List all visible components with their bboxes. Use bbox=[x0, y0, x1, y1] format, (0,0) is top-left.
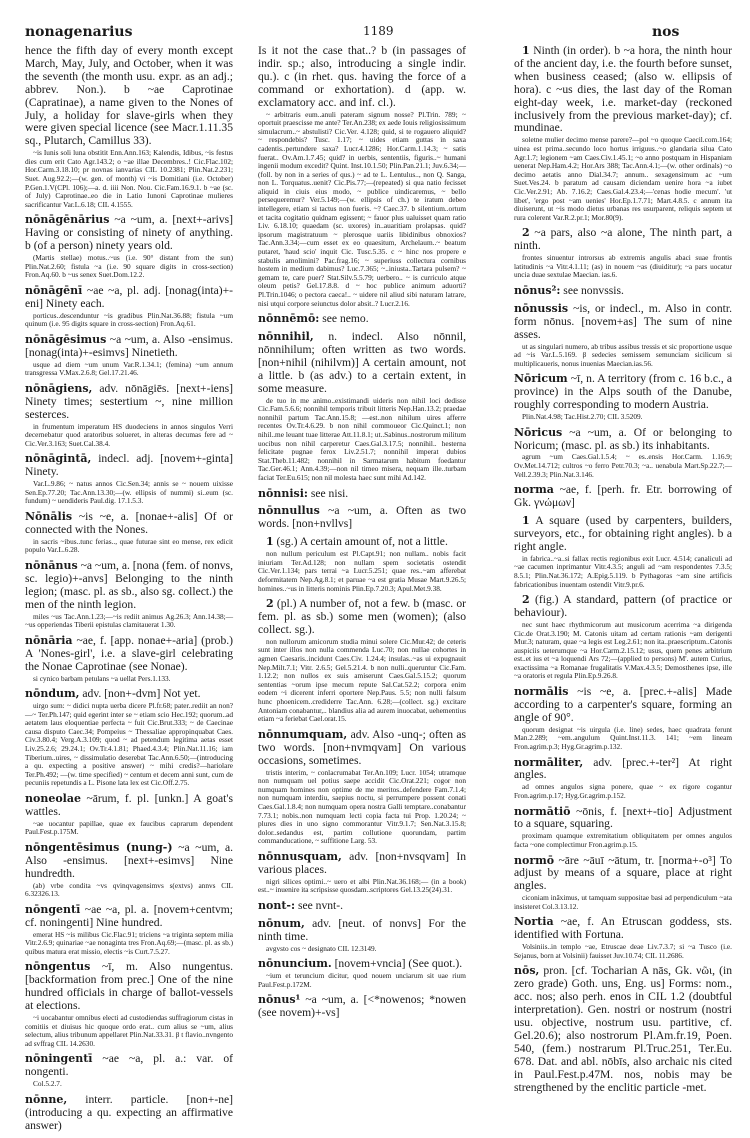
entry-definition bbox=[514, 515, 732, 554]
entry-definition bbox=[514, 916, 732, 942]
entry-definition bbox=[25, 904, 233, 930]
dictionary-entry bbox=[25, 961, 233, 1048]
dictionary-entry bbox=[25, 45, 233, 209]
entry-definition bbox=[258, 900, 466, 913]
definition-text: adv. Also -unq-; often as two words. [non+nvmqvam] On various occasions, sometimes. bbox=[258, 727, 466, 767]
definition-text: (fig.) A standard, pattern (of practice or behaviour). bbox=[514, 593, 732, 619]
dictionary-entry bbox=[514, 373, 732, 421]
entry-definition bbox=[258, 536, 466, 549]
running-head-right: nos bbox=[652, 24, 680, 40]
definition-text: adv. [neut. of nonvs] For the ninth time. bbox=[258, 916, 466, 943]
headword: nōnānus bbox=[25, 559, 78, 572]
dictionary-entry bbox=[25, 842, 233, 899]
definition-text: ~ae, f. [perh. fr. Etr. borrowing of Gk. γνώμων] bbox=[514, 483, 732, 510]
dictionary-entry bbox=[258, 900, 466, 913]
dictionary-entry bbox=[25, 453, 233, 506]
definition-text: ~āre ~āuī ~ātum, tr. [norma+-o³] To adjust by means of a square, place at right angles. bbox=[514, 853, 732, 893]
running-head-left: nonagenarius bbox=[25, 24, 133, 40]
definition-text: adv. [non+nvsqvam] In various places. bbox=[258, 849, 466, 876]
entry-definition bbox=[25, 453, 233, 479]
entry-definition bbox=[25, 285, 233, 311]
dictionary-entry bbox=[258, 488, 466, 501]
definition-text: ~a ~um, a. Also -ensimus. [next+-esimvs] Nine hundredth. bbox=[25, 840, 233, 880]
entry-definition bbox=[25, 842, 233, 881]
dictionary-entry bbox=[258, 729, 466, 846]
citations: emerat HS ~is milibus Cic.Flac.91; triciens ~a triginta septem milia Vitr.2.6.9; quinariae ~ae nonaginta tres Fron.Aq.69;—(masc. pl. as sb.) quibus matura erat missio, electis ~is Curt.7.5.27. bbox=[25, 929, 233, 956]
dictionary-entry bbox=[25, 904, 233, 957]
dictionary-entry bbox=[514, 686, 732, 752]
entry-definition bbox=[25, 383, 233, 422]
column-3 bbox=[514, 45, 732, 1100]
citations: in frumentum imperatum HS duodeciens in annos singulos Verri decernebatur quod aratoribus solueret, in alteras decumas fere ad ~ Cic.Ver.3.163; Suet.Cal.38.4. bbox=[25, 421, 233, 448]
definition-text: ~a ~um, a. Often as two words. [non+nvllvs] bbox=[258, 504, 466, 531]
headword: Nortia bbox=[514, 915, 554, 929]
headword: 1 bbox=[522, 44, 530, 57]
definition-text: (sg.) A certain amount of, not a little. bbox=[273, 535, 448, 549]
dictionary-entry bbox=[514, 806, 732, 850]
dictionary-entry bbox=[258, 331, 466, 482]
headword: nōnāgēsimus bbox=[25, 332, 107, 346]
entry-definition bbox=[514, 965, 732, 1094]
dictionary-entry bbox=[25, 688, 233, 788]
headword: Nōnālis bbox=[25, 510, 73, 523]
entry-definition bbox=[514, 285, 732, 298]
definition-text: ~ae ~a, pl. a.: var. of nongenti. bbox=[25, 1052, 233, 1079]
definition-text: ~ae ~a, pl. adj. [nonag(inta)+-eni] Ninety each. bbox=[25, 283, 233, 310]
headword: nōnuncium. bbox=[258, 957, 332, 971]
citations: de tuo in me animo..existimandi uideris non nihil loci dedisse Cic.Fam.5.6.6; nonnihil temporis tribuit litteris Nep.Han.13.2; praedae nonnihil partum Tac.Ann.15.8; —est..non nihilum uires afferre recentes Ov.Tr.4.6.29. b non nihil commoueor Cic.Quinct.1; non nihil..me leuant tuae litterae Att.11.8.1; ut..Sabinus..nostrorum militum uocibus non nihil carperetur Caes.Gal.3.17.5; nonnihil.. hesterna felicitate pugnae ferox Liv.2.51.7; nonnihil imperat dubios Stat.Theb.11.482; nonnihil in Sarmatarum habitum foedantur Tac.Ger.46.1; Ann.4.39;—non nil timeo misera, nequam ille..turbam faciat Ter.Eu.615; non nil molesta haec sunt mihi Ad.142. bbox=[258, 395, 466, 482]
definition-text: [novem+vncia] (See quot.). bbox=[331, 957, 463, 971]
definition-text: see nonvssis. bbox=[560, 283, 624, 297]
dictionary-entry bbox=[514, 515, 732, 589]
entry-definition bbox=[258, 851, 466, 877]
citations: Col.5.2.7. bbox=[33, 1079, 62, 1089]
definition-text: interr. particle. [non+-ne] (introducing a qu. expecting an affirmative answer) bbox=[25, 1092, 233, 1132]
headword: nōs, bbox=[514, 964, 540, 978]
dictionary-entry bbox=[514, 484, 732, 510]
headword: normālis bbox=[514, 685, 569, 699]
headword: Nōricus bbox=[514, 425, 563, 439]
column-1 bbox=[25, 45, 233, 1138]
headword: nōnussis bbox=[514, 301, 569, 315]
headword: nōnum, bbox=[258, 916, 305, 930]
entry-definition bbox=[258, 505, 466, 531]
headword: nōndum, bbox=[25, 687, 80, 701]
headword: nōnnisi: bbox=[258, 486, 308, 500]
entry-definition bbox=[25, 334, 233, 360]
citations: Var.L.9.86; ~ natus annos Cic.Sen.34; annis se ~ nouem uixisse Sen.Ep.77.20; Tac.Ann.13.30;—(w. ellipsis of nummi) si..eum (sc. fundum) ~ uendideris Paul.dig. 17.1.5.3. bbox=[25, 479, 233, 506]
dictionary-entry bbox=[514, 855, 732, 912]
entry-definition bbox=[258, 994, 466, 1020]
entry-definition bbox=[25, 1094, 233, 1133]
citations: proximam quamque extremitatium obliquitatem per omnes angulos facta ~one complectimur Fron.agrim.p.15. bbox=[514, 831, 732, 849]
headword: nōngentēsimus (nung-) bbox=[25, 840, 173, 854]
citations: ~i uocabantur omnibus electi ad custodiendas suffragiorum cistas in comitiis et diuisus hic quoque ordo erat.. cum alius se ~um, alius selectum, alius tribunum appellaret Plin.Nat.33.31. β t flavio..nvngento ad svffrag CIL 14.2630. bbox=[25, 1013, 233, 1048]
entry-definition bbox=[25, 511, 233, 537]
headword: 1 bbox=[522, 514, 530, 527]
definition-text: see nisi. bbox=[307, 486, 349, 500]
definition-text: ~is ~e, a. [nonae+-alis] Of or connected with the Nones. bbox=[25, 510, 233, 536]
citations: non nullorum amicorum studia minui solere Cic.Mur.42; de ceteris sunt inter illos non nulla commenda Luc.70; non nullae cohortes in agmen Caesaris..incidunt Caes.Civ. 1.24.4; insulas..~as ui expugnauit Nep.Milt.7.1; Vitr. 2.6.5; Gel.5.21.4. b non nulli..queruntur Cic.Fam. 1.12.2; non nullos ex suis amiserunt Caes.Gal.5.15.2; quorum sententias ~orum ipse mecum repute Sal.Cat.52.2; corpora enim eodem ~i dicerent inferri oportere Nep.Paus. 5.5; non nulli falsum hunc phoenicem..crediderre Tac.Ann. 6.28;—(collect. sg.) excitare Antoniam conabantur,.. blandius alia ad aurem inuocabat, uehementius etiam ~a feriebat Cael.orat.15. bbox=[258, 636, 466, 724]
entry-definition bbox=[514, 45, 732, 135]
headword: nōnāgēnārius bbox=[25, 213, 110, 227]
definition-text: adv. [prec.+-ter²] At right angles. bbox=[514, 755, 732, 782]
citations: ~ae uocantur papillae, quae ex faucibus caprarum dependent Paul.Fest.p.175M. bbox=[25, 818, 233, 837]
citations: ad omnes angulos signa ponere, quae ~ ex rigore cogantur Fron.agrim.p.17; Hyg.Gr.agrim.p.152. bbox=[514, 782, 732, 800]
definition-text: ~ae, f. An Etruscan goddess, sts. identified with Fortuna. bbox=[514, 915, 732, 942]
definition-text: (pl.) A number of, not a few. b (masc. or fem. pl. as sb.) some men (women); (also collect. sg.). bbox=[258, 597, 466, 636]
dictionary-entry bbox=[25, 635, 233, 683]
citations: tristis interim, ~ conlacrumabat Ter.An.109; Lucr. 1054; utramque non numquam uel potius saepe accidit Cic.Orat.221; cogor non numquam homines non optime de me meritos..defendere Fam.7.1.4; non numquam interdiu, saepius noctu, si perrumpere possent conati Caes.Gal.1.8.4; non numquam opera nostra Galli temptare..conabantur 7.73.1; nobis..non numquam lecti copia facta tui Prop. 1.20.24; ~ plures dies in uno signo commorantur Vitr.9.1.7; Sen.Nat.3.15.8; dolor..sedandus est, partim collutione quorundam, partim commanducatione, ~ suffitione Larg. 53. bbox=[258, 767, 466, 846]
entry-definition bbox=[258, 958, 466, 971]
dictionary-entry bbox=[258, 505, 466, 531]
dictionary-entry bbox=[25, 334, 233, 378]
entry-definition bbox=[25, 214, 233, 253]
entry-definition bbox=[25, 560, 233, 612]
entry-definition bbox=[514, 427, 732, 453]
entry-definition bbox=[258, 729, 466, 768]
headword: nōnnumquam, bbox=[258, 727, 348, 741]
definition-text: indecl. adj. [novem+-ginta] Ninety. bbox=[25, 452, 233, 479]
headword: 2 bbox=[522, 593, 530, 607]
headword: nōnnusquam, bbox=[258, 849, 342, 863]
headword: nōnne, bbox=[25, 1092, 68, 1106]
citations: nec sunt haec rhythmicorum aut musicorum acerrima ~a dirigenda Cic.de Orat.3.190; M. Catonis uitam ad certam rationis ~am derigenti Mur.3; naturam, quae ~a legis est Leg.2.61; non ita..praescriptum..Catonis auspiciis ueterumque ~a Hor.Carm.2.15.12; usus, quem penes arbitrium est..et ius et ~a loquendi Ars 72;—(applied to persons) M'. autem Curius, exactissima ~a Romanae frugalitatis V.Max.4.3.5; Demosthenes ipse, ille ~a oratoris et regula Plin.Ep.9.26.8. bbox=[514, 619, 732, 681]
citations: miles ~us Tac.Ann.1.23;—~is rediit animus Ag.26.3; Ann.14.38;—~us opperiendas Tiberii epistulas clamitauerat 1.30. bbox=[25, 611, 233, 630]
entry-definition bbox=[514, 806, 732, 832]
definition-text: Ninth (in order). b ~a hora, the ninth hour of the ancient day, i.e. the fourth before sunset, when business ceased; (also w. ellipsis of hora). c ~us dies, the last day of the Roman eight-day week, i.e. market-day (reckoned inclusively from the previous market-day); cf. mundinae. bbox=[514, 44, 732, 135]
dictionary-entry bbox=[25, 285, 233, 329]
dictionary-entry bbox=[514, 757, 732, 801]
headword: nōnnihil, bbox=[258, 330, 314, 344]
dictionary-entry bbox=[25, 383, 233, 449]
headword: nōngentus bbox=[25, 960, 91, 974]
entry-definition bbox=[514, 757, 732, 783]
citations: in fabrica..~a..si fallax rectis regionibus exit Lucr. 4.514; canaliculi ad ~ae cacumen inprimantur Vitr.4.3.5; anguli ad ~am respondentes 7.3.5; 8.5.1; Plin.Nat.36.172; A.Epig.5.119. b Pythagoras ~am sine artificis fabricationibus inuentam ostendit Vitr.9.pr.6. bbox=[514, 553, 732, 589]
citations: ~ium et teruncium dicitur, quod nouem unciarum sit uae rium Paul.Fest.p.172M. bbox=[258, 971, 466, 989]
headword: 1 bbox=[266, 535, 274, 549]
definition-text: ~a ~um, a. [<*nowenos; *nowen (see novem)+-vs] bbox=[258, 993, 466, 1020]
dictionary-entry bbox=[258, 313, 466, 326]
dictionary-entry bbox=[25, 214, 233, 280]
entry-definition bbox=[514, 855, 732, 894]
citations: soletne mulier decimo mense parere?—pol ~o quoque Caecil.com.164; uinea est prima..secundo loco hortus irriguus..~o glandaria silua Cato Agr.1.7; legionem ~am Caes.Civ.1.45.1; ~o anno postquam in Hispaniam uenerat Nep.Ham.4.2; Hor.Ars 388; Tac.Ann.4.1;—(w. other ordinals) ~o decimo aetatis anno Dial.34.7; annum.. sexagensimum ac ~um Suet.Ves.24. b paratum ad causam diciendam uenire hora ~a iubet Cic.Ver.2.91; Ab. 7.16.2; Caes.Gal.4.23.4;—'cenas hodie mecum'. 'ut libet', 'ergo post ~am uenies' Hor.Ep.1.7.71; Mart.4.8.5. c annum ita diuiserunt, ut ~is modo dietus urbanas res usurparent, reliquis septem ut rura colerent Var.R.2.pr.1; Mor.80(9). bbox=[514, 135, 732, 222]
dictionary-entry bbox=[258, 536, 466, 593]
citations: uirgo sum: ~ didici nupta uerba dicere Pl.fr.68; pater..rediit an non?—~ Ter.Ph.147; quid egerint inter se ~ etiam scio Hec.192; quorum..ad aetatem laus eloquentiae perfecta ~ fuit Cic.Brut.333; ~ de Caecinae causa disputo Caec.34; Pompeius ~ Thessaliae appropinquabat Caes. Civ.3.80.4; Verg.A.3.109; quod ~ ad petendum legitima aetas esset Liv.25.2.6; 29.24.1; Ov.Tr.4.1.81; Phaed.4.3.4; Plin.Nat.11.16; iam Tiberium..uires, ~ dissimulatio deserebat Tac.Ann.6.50;—(introducing a qu. expecting a positive answer) ~ mihi credis?—hariolare Ter.Ph.492; —(w. time specified) ~ centum et decem anni sunt, cum de pecuniis repetundis a L. Pisone lata lex est Cic.Off.2.75. bbox=[25, 701, 233, 788]
definition-text: n. indecl. Also nōnnil, nōnnihilum; often written as two words. [non+nihil (nihilvm)] A certain amount, not a little. b (as adv.) to a certain extent, in some measure. bbox=[258, 330, 466, 395]
entry-definition bbox=[25, 1053, 233, 1079]
definition-text: ~ī, n. A territory (from c. 16 b.c., a province) in the Alps south of the Danube, roughly corresponding to modern Austria. bbox=[514, 372, 732, 412]
definition-text: see nemo. bbox=[319, 312, 369, 326]
definition-text: hence the fifth day of every month except March, May, July, and October, when it was the seventh (the month usu. expr. as an adj.; abbrev. Non.). b ~ae Caprotinae (Capratinae), a name given to the Nones of July, a holiday for slave-girls when they were given special licence (see Macr.1.11.35 sq., Plutarch, Camillus 33). bbox=[25, 44, 233, 148]
headword: nōngentī bbox=[25, 902, 81, 916]
citations: usque ad diem ~um unum Var.R.1.34.1; (femina) ~um annum transgressa V.Max.2.6.8; Gel.17.21.46. bbox=[25, 359, 233, 378]
citations: in sacris ~ibus..tunc ferias.., quae futurae sint eo mense, rex edicit populo Var.L.6.28. bbox=[25, 536, 233, 555]
entry-definition bbox=[514, 484, 732, 510]
headword: normātiō bbox=[514, 804, 571, 818]
entry-definition bbox=[514, 303, 732, 342]
definition-text: see nvnt-. bbox=[295, 898, 344, 912]
citations: Volsiniis..in templo ~ae, Etruscae deae Liv.7.3.7; si ~a Tusco (i.e. Sejanus, born at Volsinii) fauisset Juv.10.74; CIL 11.2686. bbox=[514, 942, 732, 960]
citations: agrum ~um Caes.Gal.1.5.4; ~ es..ensis Hor.Carm. 1.16.9; Ov.Met.14.712; cultros ~o ferro Petr.70.3; ~a.. uenabula Mart.Sp.22.7;—Vell.2.39.3; Plin.Nat.3.146. bbox=[514, 452, 732, 479]
dictionary-entry bbox=[258, 994, 466, 1020]
entry-definition bbox=[514, 594, 732, 620]
citations: nigri silices optimi..~ uero et albi Plin.Nat.36.168;— (in a book) est..~ inuenire ita scripsisse quosdam..scriptores Gel.13.25(24).31. bbox=[258, 876, 466, 895]
definition-text: adv. nōnāgiēs. [next+-iens] Ninety times; sestertium ~, nine million sesterces. bbox=[25, 381, 233, 421]
entry-definition bbox=[258, 45, 466, 110]
definition-text: ~a ~um, a. [next+-arivs] Having or consisting of ninety of anything. b (of a person) ninety years old. bbox=[25, 213, 233, 253]
dictionary-entry bbox=[514, 965, 732, 1094]
citations: (Martis stellae) motus..~us (i.e. 90° distant from the sun) Plin.Nat.2.60; fistula ~a (i.e. 90 square digits in cross-section) Fron.Aq.60. b ~us senex Suet.Dom.12.2. bbox=[25, 253, 233, 280]
definition-text: ~a ~um, a. Also -ensimus. [nonag(inta)+-esimvs] Ninetieth. bbox=[25, 332, 233, 359]
headword: nōnāgēnī bbox=[25, 283, 83, 297]
citations: ~ arbitraris eum..anuli pateram signum nosse? Pl.Trin. 789; ~ oportuit praescisse me ante? Ter.An.238; ex aede Iouis religiosissimum simulacrum..~ abstulisti? Cic.Ver. 4.128; quid, si te rogauero aliquid? ~ respondebis? Tusc. 1.17; ~ uides etiam guttas in saxa cadentis..pertundere saxa? Lucr.4.1286; Hor.Carm.1.14.3; ~ satis fuerat.. Ov.Am.1.7.45; quid? in uerbis, sententiis, figuris..~ humani ingenii modum excedit? Quint. Inst.10.1.50; Plin.Pan.21.1; Juv.6.34;—(foll. by non in a series of qus.) ~ ad te L. Lentulus.., non Q. Sanga, non L. Torquatus..uenit? Cic.Pis.77;—(repeated) si qua natio fecisset aliquid in ciuis eius modo, ~ publice uindicaremus, ~ bello persequeremur? Ver.5.149;—(w. ellipsis of ch.) te iratum debeo intellegere, etiam si tactus non fueris. ~? Caec.37. b silentium..ortum et tacita cogitatio quidnam egissent; ~ fauor plus ualuisset quam ratio Liv. 6.18.10; quaedam (sc. uxores) in..auaritiam prolapsas. quid? ipsorum magistratuum ~ plerosque uariis libidinibus obnoxios? Tac.Ann.3.34;—cum esset ex eo quaesitum, Archelaum..~ beatum putaret, 'haud scio' inquit Cic. Tusc.5.35. c ~ hinc nos propere e stabulis amolimini? Pac.frag.16; ~ superiuss collectura cornibus hostem in medium dabimus? Luc.7.365; ~..iniusta..Tartara pulsem? ~ gemam te, care puer? Stat.Silv.5.5.79; uerbero.. ~ is curriculo atque oleum petis? Gel.17.8.8. d ~ hoc publice animum aduorti? Pl.Trin.1046; o pectora caeca!.. ~ uidere nil aliud sibi naturam latrare, nisi utqui corpore seiunctus dolor absit..? Lucr.2.16. bbox=[258, 109, 466, 308]
headword: nōnus²: bbox=[514, 283, 561, 297]
definition-text: ~ae ~a, pl. a. [novem+centvm; cf. noningenti] Nine hundred. bbox=[25, 902, 233, 929]
dictionary-entry bbox=[25, 793, 233, 837]
headword: nōnāria bbox=[25, 633, 73, 647]
definition-text: ~ae, f. [app. nonae+-aria] (prob.) A 'Nones-girl', i.e. a slave-girl celebrating the Nonae Caprotinae (see Nonae). bbox=[25, 633, 233, 673]
definition-text: A square (used by carpenters, builders, surveyors, etc., for obtaining right angles). b a right angle. bbox=[514, 514, 732, 553]
headword: normāliter, bbox=[514, 755, 584, 769]
definition-text: ~is, or indecl., m. Also in contr. form nōnus. [novem+as] The sum of nine asses. bbox=[514, 301, 732, 341]
definition-text: ~ōnis, f. [next+-tio] Adjustment to a square, squaring. bbox=[514, 804, 732, 831]
entry-definition bbox=[25, 793, 233, 819]
citations: ciconiam ināximus, ut tamquam suppositae basi ad perpendiculum ~ata insisteret Col.3.13.12. bbox=[514, 893, 732, 911]
entry-definition bbox=[514, 227, 732, 253]
dictionary-entry bbox=[514, 227, 732, 280]
definition-text: adv. [non+-dvm] Not yet. bbox=[79, 687, 201, 701]
dictionary-entry bbox=[25, 560, 233, 630]
headword: nōnnēmō: bbox=[258, 312, 320, 326]
headword: nōnus¹ bbox=[258, 993, 301, 1007]
entry-definition bbox=[25, 635, 233, 674]
entry-definition bbox=[25, 688, 233, 701]
headword: noneolae bbox=[25, 791, 81, 805]
entry-definition bbox=[25, 45, 233, 148]
definition-text: ~a ~um, a. Of or belonging to Noricum; (masc. pl. as sb.) its inhabitants. bbox=[514, 425, 732, 452]
entry-definition bbox=[25, 961, 233, 1013]
dictionary-entry bbox=[25, 1053, 233, 1088]
headword: nont-: bbox=[258, 898, 296, 912]
dictionary-entry bbox=[25, 511, 233, 555]
headword: nōnāgiens, bbox=[25, 381, 93, 395]
entry-definition bbox=[514, 373, 732, 412]
definition-text: ~a ~um, a. [nona (fem. of nonvs, sc. legio)+-anvs] Belonging to the ninth legion; (masc. pl. as sb., also sg. collect.) the men of the ninth legion. bbox=[25, 559, 233, 611]
headword: nōningentī bbox=[25, 1052, 93, 1066]
dictionary-entry bbox=[514, 303, 732, 369]
entry-definition bbox=[258, 488, 466, 501]
dictionary-entry bbox=[514, 427, 732, 480]
headword: 2 bbox=[266, 597, 274, 611]
definition-text: Is it not the case that..? b (in passages of indir. sp.; also, introducing a single indir. qu.). c (in rhet. qus. having the force of a command or exhortation). d (app. w. exclamatory acc. and inf. cl.). bbox=[258, 44, 466, 109]
headword: nōnāgintā, bbox=[25, 452, 92, 466]
citations: non nullum periculum est Pl.Capt.91; non nullam.. nobis facit iniuriam Ter.Ad.128; non nullam spem societatis ostendit Cic.Ver.1.134; pars terrai ~a Lucr.5.251; quae res..~am afferebat deformitatem Nep.Ag.8.1; et paruae ~a est gratia Musae Mart.9.26.5; homines..~us in litteris nominis Plin.Ep.7.20.3; Apul.Met.9.38. bbox=[258, 549, 466, 593]
dictionary-entry bbox=[258, 918, 466, 953]
page-number: 1189 bbox=[363, 24, 394, 38]
dictionary-entry bbox=[258, 851, 466, 895]
entry-definition bbox=[258, 313, 466, 326]
headword: normō bbox=[514, 853, 555, 867]
dictionary-entry bbox=[258, 45, 466, 308]
citations: (ab) vrbe condita ~vs qvinqvagensimvs s(extvs) annvs CIL 6.32326.13. bbox=[25, 880, 233, 899]
dictionary-entry bbox=[514, 45, 732, 222]
citations: si cynico barbam petulans ~a uellat Pers.1.133. bbox=[33, 673, 171, 683]
dictionary-entry bbox=[25, 1094, 233, 1133]
entry-definition bbox=[258, 918, 466, 944]
dictionary-entry bbox=[258, 598, 466, 724]
column-2 bbox=[258, 45, 466, 1025]
dictionary-entry bbox=[514, 285, 732, 298]
headword: norma bbox=[514, 483, 554, 497]
citations: avgvsto cos ~ designato CIL 12.3149. bbox=[266, 943, 377, 953]
entry-definition bbox=[514, 686, 732, 725]
citations: frontes sinuentur introrsus ab extremis angulis abaci suae frontis latitudinis ~a Vitr.4.1.11; (as) in nouem ~as (diuiditur); ~a pars uocatur uncia duae sextulae Maecian. ias.6. bbox=[514, 253, 732, 280]
definition-text: ~ī, m. Also nungentus. [backformation from prec.] One of the nine hundred officials in charge of ballot-vessels at elections. bbox=[25, 960, 233, 1013]
definition-text: ~a pars, also ~a alone, The ninth part, a ninth. bbox=[514, 226, 732, 253]
headword: 2 bbox=[522, 226, 530, 240]
headword: nōnnullus bbox=[258, 504, 320, 518]
dictionary-entry bbox=[514, 916, 732, 960]
definition-text: ~is ~e, a. [prec.+-alis] Made according to a carpenter's square, forming an angle of 90°. bbox=[514, 685, 732, 724]
citations: ut as singulari numero, ab tribus assibus tressis et sic proportione usque ad ~is Var.L.5.169. β sedecies semissem semunciam sicilicum si multiplicaueris, nonus inuenias Maecian.ias.56. bbox=[514, 341, 732, 368]
entry-definition bbox=[258, 331, 466, 396]
definition-text: pron. [cf. Tocharian A nās, Gk. νῶι, (in zero grade) Goth. uns, Eng. us] Forms: nom., acc. nos; also perh. enos in CIL 1.2 (doubtful interpretation). Gen. nostri or nostrum (nostri usu. objective, nostrum usu. partitive, cf. Gel.20.6); also nostrorum Pl.Am.fr.19, Poen. 540, (fem.) nostrarum Pl.Truc.251, Ter.Eu. 678. Dat. and abl. nōbīs, also archaic nis cited in Paul.Fest.p.47M. nos, nobis may be strengthened by the enclitic particle -met. bbox=[514, 964, 732, 1094]
dictionary-entry bbox=[514, 594, 732, 681]
definition-text: ~ārum, f. pl. [unkn.] A goat's wattles. bbox=[25, 791, 233, 818]
citations: quorum designat ~is uirgula (i.e. line) sedes, haec quadrata ferunt Man.2.289; ~em..angulum Quint.Inst.11.3. 141; ~em lineam Fron.agrim.p.3; Hyg.Gr.agrim.p.132. bbox=[514, 724, 732, 751]
headword: Nōricum bbox=[514, 372, 568, 386]
entry-definition bbox=[258, 598, 466, 637]
citations: ~is Iunis soli luna obstitit Enn.Ann.163; Kalendis, Idibus, ~is festus dies cum erit Cato Agr.143.2; o ~ae illae Decembres..! Cic.Flac.102; Hor.Carm.3.18.10; pr novnas ianvarias CIL 10.2381; Plin.Nat.2.231; Suet. Aug.92.2;—(w. gen. of month) vi ~is Domitiani (i.e. October) P.Gen.1.V(CPl. 106);—a. d. iiii Non. Nou. Cic.Fam.16.9.1. b ~ae (sc. of July) Caprotinae..eo die in Latio Iunoni Caprotinae mulieres sacrificantur Var.L.6.18; CIL 4.1555. bbox=[25, 148, 233, 209]
citations: porticus..descenduntur ~is gradibus Plin.Nat.36.88; fistula ~um quinum (i.e. 95 digits square in cross-section) Fron.Aq.61. bbox=[25, 310, 233, 329]
citations: Plin.Nat.4.98; Tac.Hist.2.70; CIL 3.5209. bbox=[522, 412, 643, 421]
